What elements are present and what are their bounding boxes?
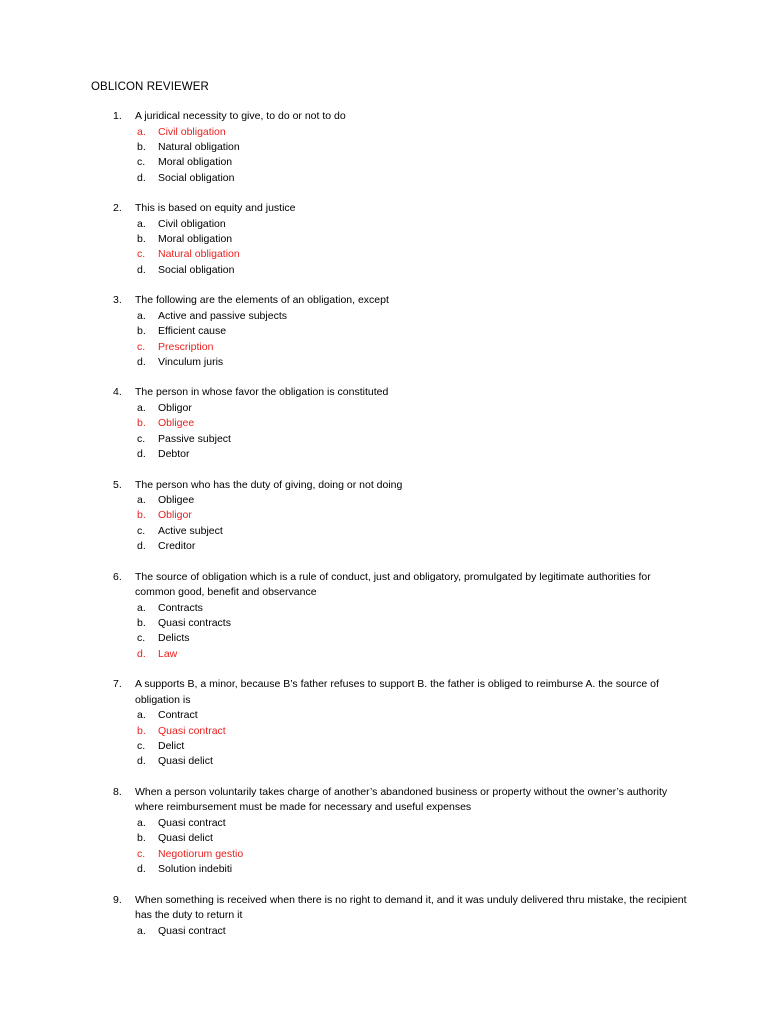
choice-text: Moral obligation — [158, 156, 233, 169]
choice-letter: d. — [137, 863, 146, 876]
choice — [91, 432, 688, 447]
question-item — [91, 201, 688, 278]
choice-text: Quasi contracts — [158, 617, 231, 630]
choice — [91, 601, 688, 616]
choice — [91, 616, 688, 631]
document-title: OBLICON REVIEWER — [91, 81, 209, 93]
choice-text: Social obligation — [158, 171, 235, 184]
choice-letter: c. — [137, 632, 146, 645]
question-item — [91, 893, 688, 939]
choice-text: Efficient cause — [158, 325, 227, 338]
question-number: 3. — [113, 294, 122, 307]
question-item — [91, 677, 688, 770]
choice-letter: c. — [137, 740, 146, 753]
choice-letter: d. — [137, 355, 146, 368]
choice — [91, 739, 688, 754]
choice-text: Prescription — [158, 340, 214, 353]
choice-letter: a. — [137, 401, 146, 414]
question-text: The source of obligation which is a rule of conduct, just and obligatory, promulgated by legitimate authorities for common good, benefit and observance — [135, 570, 651, 599]
choice-text: Creditor — [158, 540, 196, 553]
choice-letter: c. — [137, 847, 146, 860]
choice-letter: d. — [137, 647, 146, 660]
choice-letter: d. — [137, 448, 146, 461]
choice-text: Active subject — [158, 524, 223, 537]
choice — [91, 309, 688, 324]
choice-letter: d. — [137, 171, 146, 184]
choice-list — [91, 309, 688, 371]
question-item — [91, 785, 688, 878]
question-number: 9. — [113, 893, 122, 906]
choice-letter: c. — [137, 340, 146, 353]
choice-letter: a. — [137, 125, 146, 138]
choice — [91, 708, 688, 723]
question-number: 5. — [113, 478, 122, 491]
choice-text: Law — [158, 647, 178, 660]
correct-choice — [91, 340, 688, 355]
choice-text: Moral obligation — [158, 233, 233, 246]
choice-text: Obligor — [158, 509, 192, 522]
question-row — [91, 478, 688, 494]
choice-letter: d. — [137, 755, 146, 768]
choice-text: Negotiorum gestio — [158, 847, 244, 860]
question-item — [91, 385, 688, 462]
question-list — [91, 109, 688, 939]
correct-choice — [91, 508, 688, 523]
question-number: 1. — [113, 110, 122, 122]
choice-text: Contracts — [158, 601, 203, 614]
question-item — [91, 570, 688, 663]
question-text: A juridical necessity to give, to do or not to do — [135, 110, 346, 122]
question-item — [91, 478, 688, 555]
choice — [91, 816, 688, 831]
choice-letter: a. — [137, 494, 146, 506]
choice — [91, 493, 688, 508]
choice — [91, 524, 688, 539]
question-row — [91, 293, 688, 309]
question-row — [91, 893, 688, 924]
correct-choice — [91, 125, 688, 140]
choice-letter: a. — [137, 217, 146, 230]
question-text: The following are the elements of an obligation, except — [135, 294, 389, 307]
choice-text: Quasi delict — [158, 755, 213, 768]
choice-list — [91, 493, 688, 555]
question-text: The person in whose favor the obligation is constituted — [135, 386, 389, 399]
choice-text: Quasi delict — [158, 832, 213, 845]
choice-list — [91, 601, 688, 663]
choice-letter: b. — [137, 417, 146, 430]
question-item — [91, 293, 688, 370]
choice — [91, 862, 688, 877]
choice-letter: a. — [137, 309, 146, 322]
choice-letter: a. — [137, 709, 146, 722]
correct-choice — [91, 847, 688, 862]
choice-letter: d. — [137, 540, 146, 553]
choice-list — [91, 924, 688, 939]
choice-letter: b. — [137, 233, 146, 246]
choice — [91, 401, 688, 416]
choice-letter: b. — [137, 325, 146, 338]
choice — [91, 217, 688, 232]
choice-letter: a. — [137, 601, 146, 614]
choice-letter: b. — [137, 832, 146, 845]
question-row — [91, 570, 688, 601]
question-text: When a person voluntarily takes charge of another’s abandoned business or property without the owner’s authority where reimbursement must be made for necessary and useful expenses — [135, 785, 668, 814]
choice-list — [91, 217, 688, 279]
choice-letter: b. — [137, 617, 146, 630]
choice-list — [91, 708, 688, 770]
correct-choice — [91, 647, 688, 662]
question-row — [91, 385, 688, 401]
choice-text: Civil obligation — [158, 125, 226, 138]
question-row — [91, 109, 688, 125]
choice-text: Social obligation — [158, 263, 235, 276]
choice — [91, 171, 688, 186]
correct-choice — [91, 724, 688, 739]
choice — [91, 140, 688, 155]
question-number: 7. — [113, 678, 122, 691]
choice-text: Debtor — [158, 448, 190, 461]
choice — [91, 447, 688, 462]
choice-text: Natural obligation — [158, 248, 240, 261]
choice-text: Quasi contract — [158, 724, 226, 737]
choice-text: Delicts — [158, 632, 190, 645]
choice-text: Active and passive subjects — [158, 309, 287, 322]
choice-text: Quasi contract — [158, 924, 226, 937]
choice — [91, 324, 688, 339]
choice-letter: c. — [137, 248, 146, 261]
choice-text: Civil obligation — [158, 217, 226, 230]
question-number: 2. — [113, 202, 122, 215]
choice-letter: c. — [137, 432, 146, 445]
question-text: When something is received when there is no right to demand it, and it was unduly delivered thru mistake, the recipient has the duty to return it — [135, 893, 687, 921]
question-row — [91, 785, 688, 816]
question-number: 6. — [113, 570, 122, 583]
question-number: 4. — [113, 386, 122, 399]
correct-choice — [91, 416, 688, 431]
question-text: The person who has the duty of giving, doing or not doing — [135, 478, 403, 491]
choice-text: Delict — [158, 740, 185, 753]
choice — [91, 831, 688, 846]
choice — [91, 355, 688, 370]
question-row — [91, 201, 688, 217]
choice-list — [91, 816, 688, 878]
choice-text: Obligee — [158, 494, 195, 506]
choice-letter: a. — [137, 924, 146, 937]
choice-list — [91, 125, 688, 187]
choice — [91, 924, 688, 939]
choice-letter: b. — [137, 140, 146, 153]
choice — [91, 631, 688, 646]
choice-letter: c. — [137, 524, 146, 537]
choice-text: Contract — [158, 709, 198, 722]
choice-text: Solution indebiti — [158, 863, 233, 876]
choice-text: Obligee — [158, 417, 195, 430]
choice-letter: b. — [137, 509, 146, 522]
correct-choice — [91, 247, 688, 262]
question-number: 8. — [113, 785, 122, 798]
choice-text: Natural obligation — [158, 140, 240, 153]
question-text: A supports B, a minor, because B’s father refuses to support B. the father is obliged to reimburse A. the source of obligation is — [135, 678, 659, 706]
choice-letter: a. — [137, 816, 146, 829]
choice-letter: c. — [137, 156, 146, 169]
choice — [91, 263, 688, 278]
choice-text: Quasi contract — [158, 816, 226, 829]
choice-letter: d. — [137, 263, 146, 276]
question-item — [91, 109, 688, 186]
choice-letter: b. — [137, 724, 146, 737]
choice — [91, 754, 688, 769]
choice — [91, 232, 688, 247]
question-text: This is based on equity and justice — [135, 202, 296, 215]
choice-list — [91, 401, 688, 463]
choice-text: Obligor — [158, 401, 192, 414]
choice-text: Passive subject — [158, 432, 231, 445]
choice — [91, 155, 688, 170]
choice-text: Vinculum juris — [158, 355, 224, 368]
question-row — [91, 677, 688, 708]
choice — [91, 539, 688, 554]
